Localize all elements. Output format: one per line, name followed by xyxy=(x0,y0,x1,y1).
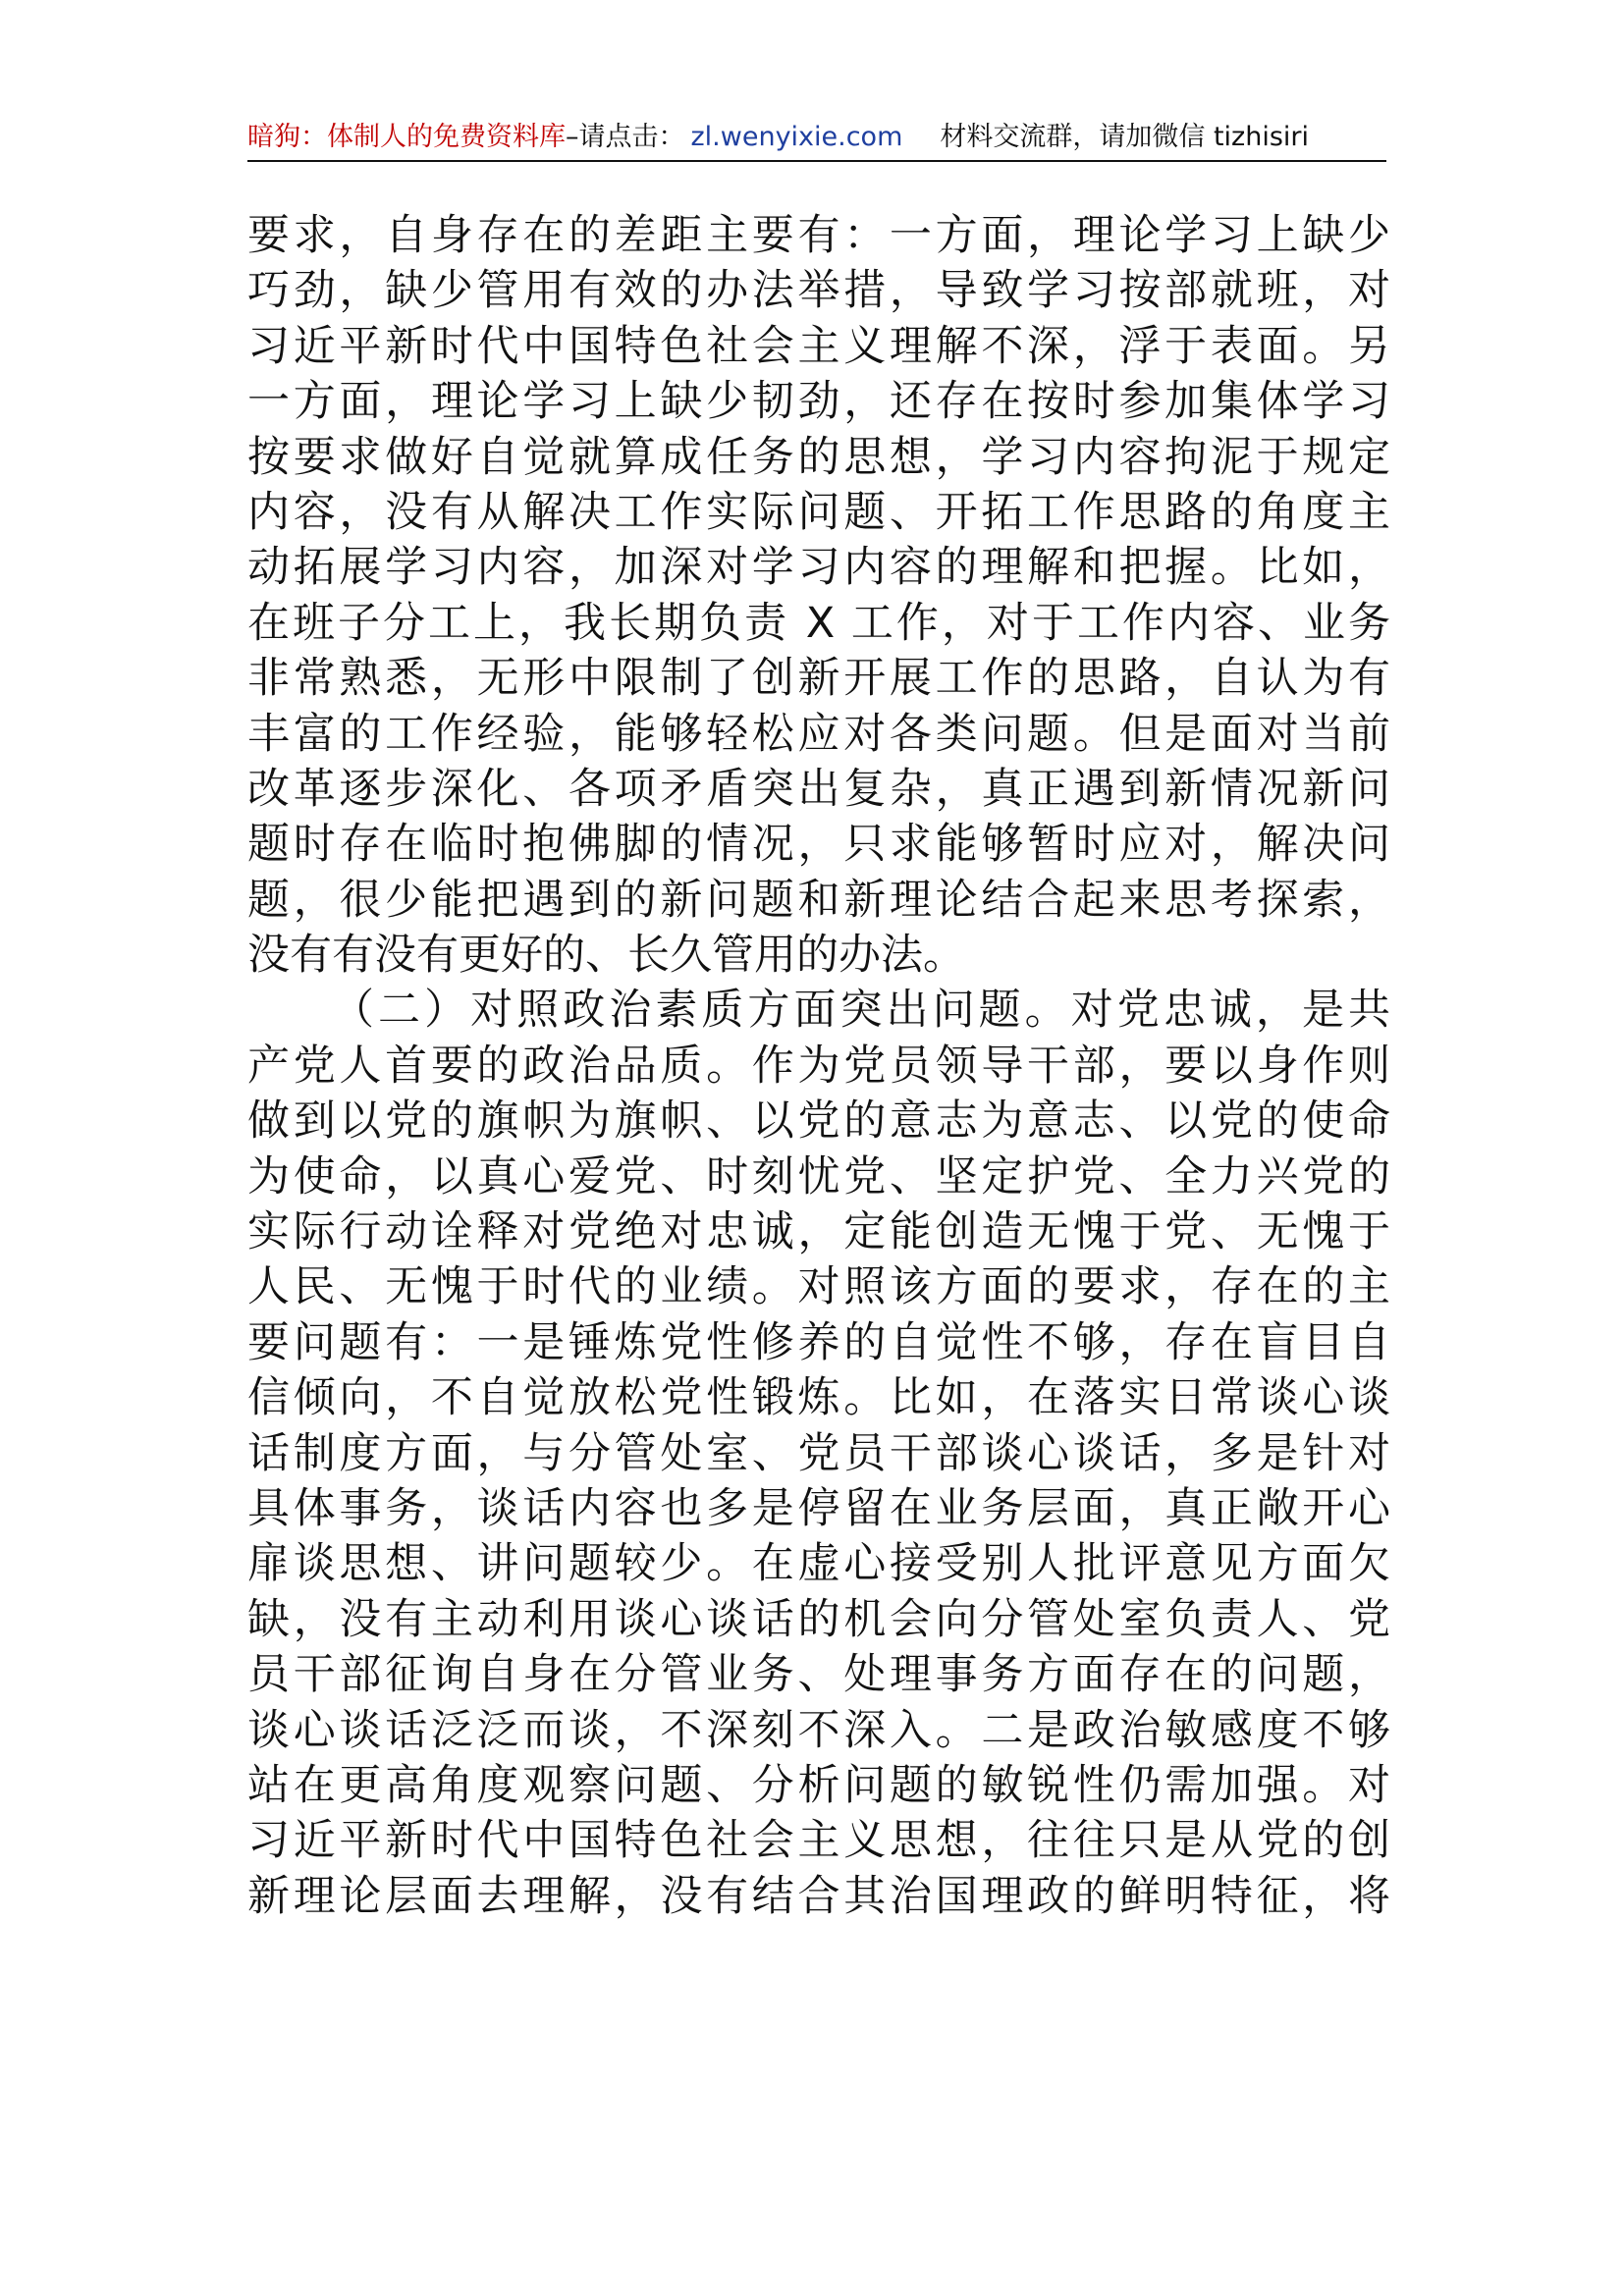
text-line: 人民、无愧于时代的业绩。对照该方面的要求，存在的主 xyxy=(247,1262,1390,1312)
text-line: 新理论层面去理解，没有结合其治国理政的鲜明特征，将 xyxy=(247,1871,1390,1921)
text-line: 非常熟悉，无形中限制了创新开展工作的思路，自认为有 xyxy=(247,654,1390,704)
text-line: 没有有没有更好的、长久管用的办法。 xyxy=(247,931,965,981)
header-divider xyxy=(247,160,1386,162)
text-line: 改革逐步深化、各项矛盾突出复杂，真正遇到新情况新问 xyxy=(247,764,1390,814)
text-line: 产党人首要的政治品质。作为党员领导干部，要以身作则 xyxy=(247,1041,1390,1091)
text-line: 在班子分工上，我长期负责 X 工作，对于工作内容、业务 xyxy=(247,598,1390,648)
header-brand: 暗狗：体制人的免费资料库 xyxy=(247,122,566,152)
text-line: 为使命，以真心爱党、时刻忧党、坚定护党、全力兴党的 xyxy=(247,1151,1390,1201)
header-click-prompt: –请点击： xyxy=(566,122,685,152)
header-group-text: 材料交流群，请加微信 tizhisiri xyxy=(940,122,1310,152)
text-line: 按要求做好自觉就算成任务的思想，学习内容拘泥于规定 xyxy=(247,432,1390,482)
text-line: 内容，没有从解决工作实际问题、开拓工作思路的角度主 xyxy=(247,487,1390,537)
text-line: 缺，没有主动利用谈心谈话的机会向分管处室负责人、党 xyxy=(247,1594,1390,1644)
text-line: 要求，自身存在的差距主要有：一方面，理论学习上缺少 xyxy=(247,211,1390,260)
text-line: 动拓展学习内容，加深对学习内容的理解和把握。比如， xyxy=(247,543,1390,593)
text-line: 题时存在临时抱佛脚的情况，只求能够暂时应对，解决问 xyxy=(247,820,1390,870)
text-line: 习近平新时代中国特色社会主义思想，往往只是从党的创 xyxy=(247,1816,1390,1866)
text-line: 话制度方面，与分管处室、党员干部谈心谈话，多是针对 xyxy=(247,1428,1390,1478)
text-line: 谈心谈话泛泛而谈，不深刻不深入。二是政治敏感度不够 xyxy=(247,1705,1390,1755)
text-line: 具体事务，谈话内容也多是停留在业务层面，真正敞开心 xyxy=(247,1483,1390,1533)
text-line: 实际行动诠释对党绝对忠诚，定能创造无愧于党、无愧于 xyxy=(247,1207,1390,1257)
text-line: 信倾向，不自觉放松党性锻炼。比如，在落实日常谈心谈 xyxy=(247,1373,1390,1423)
header-url-link[interactable]: zl.wenyixie.com xyxy=(690,122,903,152)
text-line: 丰富的工作经验，能够轻松应对各类问题。但是面对当前 xyxy=(247,709,1390,759)
text-line: 习近平新时代中国特色社会主义理解不深，浮于表面。另 xyxy=(247,321,1390,371)
text-line: 员干部征询自身在分管业务、处理事务方面存在的问题， xyxy=(247,1650,1390,1700)
text-line: 扉谈思想、讲问题较少。在虚心接受别人批评意见方面欠 xyxy=(247,1539,1390,1589)
text-line: 做到以党的旗帜为旗帜、以党的意志为意志、以党的使命 xyxy=(247,1096,1390,1147)
document-body xyxy=(247,208,1390,1924)
text-line: 站在更高角度观察问题、分析问题的敏锐性仍需加强。对 xyxy=(247,1760,1390,1810)
text-line: 一方面，理论学习上缺少韧劲，还存在按时参加集体学习 xyxy=(247,377,1390,427)
section-heading-line: （二）对照政治素质方面突出问题。对党忠诚，是共 xyxy=(332,986,1390,1036)
text-line: 巧劲，缺少管用有效的办法举措，导致学习按部就班，对 xyxy=(247,266,1390,316)
text-line: 要问题有：一是锤炼党性修养的自觉性不够，存在盲目自 xyxy=(247,1317,1390,1367)
page-header xyxy=(247,116,1386,159)
text-line: 题，很少能把遇到的新问题和新理论结合起来思考探索， xyxy=(247,875,1390,925)
